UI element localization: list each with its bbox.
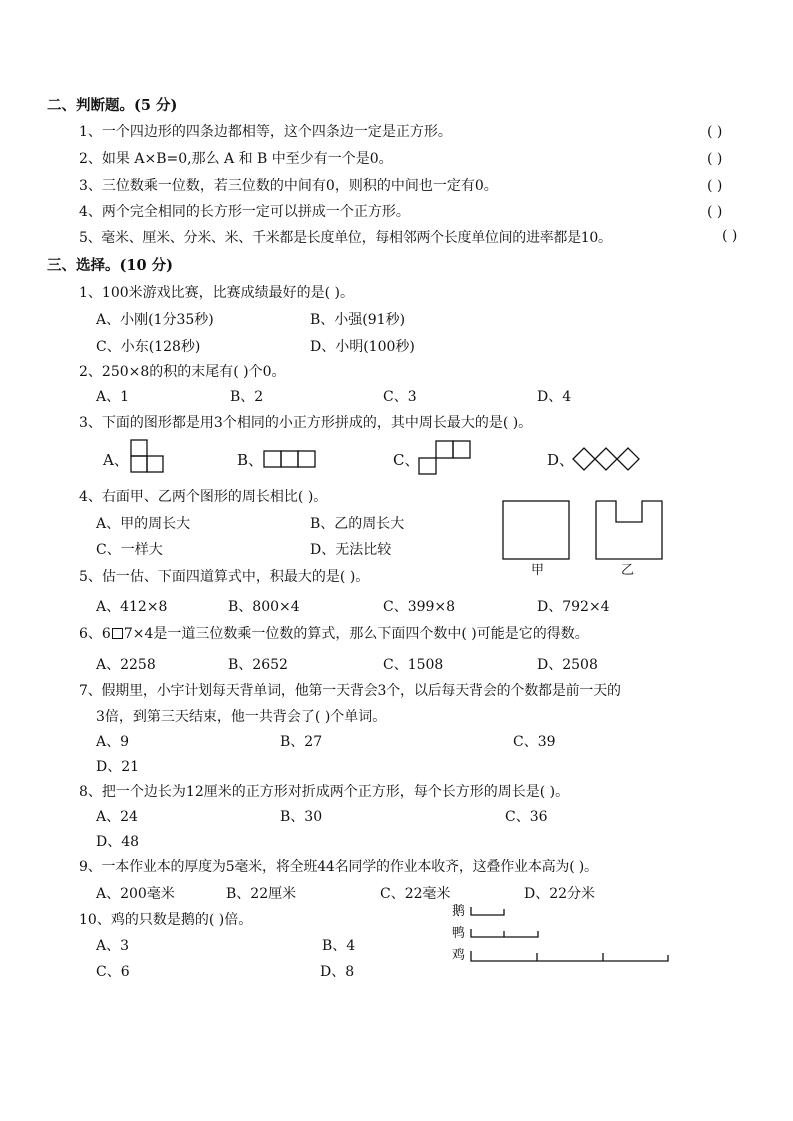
q7-option-a[interactable]: A、9 bbox=[96, 734, 130, 750]
q5-option-d[interactable]: D、792×4 bbox=[537, 599, 610, 615]
q2-option-a[interactable]: A、1 bbox=[96, 389, 130, 405]
q8-option-b[interactable]: B、30 bbox=[280, 809, 323, 825]
q10-option-d[interactable]: D、8 bbox=[320, 964, 355, 980]
q4-option-c[interactable]: C、一样大 bbox=[96, 542, 163, 558]
q4-label-jia: 甲 bbox=[531, 563, 545, 578]
q4-option-b[interactable]: B、乙的周长大 bbox=[310, 516, 405, 532]
q3-shape-c bbox=[418, 440, 472, 476]
q5-option-c[interactable]: C、399×8 bbox=[383, 599, 456, 615]
q4-option-a[interactable]: A、甲的周长大 bbox=[96, 516, 191, 532]
q5-stem: 5、估一估、下面四道算式中，积最大的是( )。 bbox=[79, 569, 370, 585]
q3-stem: 3、下面的图形都是用3个相同的小正方形拼成的，其中周长最大的是( )。 bbox=[79, 415, 533, 431]
q3-option-c[interactable]: C、 bbox=[393, 451, 420, 469]
q6-stem-post: 7×4是一道三位数乘一位数的算式，那么下面四个数中( )可能是它的得数。 bbox=[123, 626, 589, 642]
q6-option-c[interactable]: C、1508 bbox=[383, 657, 444, 673]
q7-stem-line1: 7、假期里，小宇计划每天背单词，他第一天背会3个，以后每天背会的个数都是前一天的 bbox=[79, 683, 621, 699]
q7-option-d[interactable]: D、21 bbox=[96, 759, 140, 775]
q7-option-b[interactable]: B、27 bbox=[280, 734, 323, 750]
q6-option-d[interactable]: D、2508 bbox=[537, 657, 598, 673]
q1-option-b[interactable]: B、小强(91秒) bbox=[310, 312, 406, 328]
q6-stem-pre: 6、6 bbox=[79, 626, 111, 642]
q4-label-yi: 乙 bbox=[621, 563, 635, 578]
judge-answer-2[interactable]: ( ) bbox=[707, 151, 723, 167]
q5-option-a[interactable]: A、412×8 bbox=[96, 599, 168, 615]
q9-stem: 9、一本作业本的厚度为5毫米，将全班44名同学的作业本收齐，这叠作业本高为( )。 bbox=[79, 859, 598, 875]
q9-option-d[interactable]: D、22分米 bbox=[524, 886, 596, 902]
q3-option-d[interactable]: D、 bbox=[547, 451, 575, 469]
goose-segment bbox=[471, 907, 504, 915]
q2-option-c[interactable]: C、3 bbox=[383, 389, 417, 405]
q10-label-chicken: 鸡 bbox=[452, 948, 466, 963]
q8-option-d[interactable]: D、48 bbox=[96, 834, 140, 850]
q7-option-c[interactable]: C、39 bbox=[513, 734, 556, 750]
judge-item-2: 2、如果 A×B=0,那么 A 和 B 中至少有一个是0。 bbox=[79, 151, 393, 167]
q4-stem: 4、右面甲、乙两个图形的周长相比( )。 bbox=[79, 489, 328, 505]
q8-option-a[interactable]: A、24 bbox=[96, 809, 138, 825]
judge-item-5: 5、毫米、厘米、分米、米、千米都是长度单位，每相邻两个长度单位间的进率都是10。 bbox=[79, 230, 612, 246]
q3-shape-b bbox=[263, 450, 317, 470]
q1-option-a[interactable]: A、小刚(1分35秒) bbox=[96, 312, 214, 328]
q3-option-b[interactable]: B、 bbox=[237, 451, 264, 469]
q9-option-a[interactable]: A、200毫米 bbox=[96, 886, 175, 902]
q2-option-b[interactable]: B、2 bbox=[230, 389, 264, 405]
q4-figures bbox=[502, 498, 672, 562]
q5-option-b[interactable]: B、800×4 bbox=[228, 599, 300, 615]
q10-label-goose: 鹅 bbox=[452, 904, 466, 919]
q1-option-d[interactable]: D、小明(100秒) bbox=[310, 339, 415, 355]
q10-option-a[interactable]: A、3 bbox=[96, 938, 130, 954]
section-2-title: 二、判断题。(5 分) bbox=[47, 97, 178, 114]
judge-item-1: 1、一个四边形的四条边都相等，这个四条边一定是正方形。 bbox=[79, 124, 452, 140]
q4-figure-yi bbox=[596, 501, 662, 559]
q10-option-c[interactable]: C、6 bbox=[96, 964, 130, 980]
chicken-segments bbox=[471, 951, 668, 961]
q7-stem-line2: 3倍，到第三天结束，他一共背会了( )个单词。 bbox=[96, 709, 387, 725]
q10-option-b[interactable]: B、4 bbox=[322, 938, 356, 954]
q10-bar-diagram bbox=[470, 905, 672, 965]
q8-option-c[interactable]: C、36 bbox=[505, 809, 548, 825]
q1-option-c[interactable]: C、小东(128秒) bbox=[96, 339, 201, 355]
q3-shape-d bbox=[572, 447, 646, 473]
q10-label-duck: 鸭 bbox=[452, 926, 466, 941]
judge-answer-4[interactable]: ( ) bbox=[707, 204, 723, 220]
duck-segments bbox=[471, 929, 538, 937]
q9-option-b[interactable]: B、22厘米 bbox=[226, 886, 297, 902]
judge-answer-3[interactable]: ( ) bbox=[707, 178, 723, 194]
q1-stem: 1、100米游戏比赛，比赛成绩最好的是( )。 bbox=[79, 285, 355, 301]
q4-figure-jia bbox=[503, 501, 569, 559]
judge-answer-5[interactable]: ( ) bbox=[722, 228, 738, 244]
judge-answer-1[interactable]: ( ) bbox=[707, 124, 723, 140]
q2-stem: 2、250×8的积的末尾有( )个0。 bbox=[79, 364, 286, 380]
judge-item-3: 3、三位数乘一位数，若三位数的中间有0，则积的中间也一定有0。 bbox=[79, 178, 498, 194]
q9-option-c[interactable]: C、22毫米 bbox=[380, 886, 451, 902]
judge-item-4: 4、两个完全相同的长方形一定可以拼成一个正方形。 bbox=[79, 204, 410, 220]
q6-option-b[interactable]: B、2652 bbox=[228, 657, 288, 673]
q3-shape-a bbox=[130, 439, 166, 475]
q6-option-a[interactable]: A、2258 bbox=[96, 657, 156, 673]
q2-option-d[interactable]: D、4 bbox=[537, 389, 572, 405]
q8-stem: 8、把一个边长为12厘米的正方形对折成两个正方形，每个长方形的周长是( )。 bbox=[79, 784, 570, 800]
q4-option-d[interactable]: D、无法比较 bbox=[310, 542, 392, 558]
q10-stem: 10、鸡的只数是鹅的( )倍。 bbox=[79, 912, 253, 928]
q3-option-a[interactable]: A、 bbox=[103, 451, 129, 469]
section-3-title: 三、选择。(10 分) bbox=[47, 257, 173, 274]
q6-stem bbox=[79, 624, 589, 644]
blank-box-icon bbox=[112, 628, 123, 639]
